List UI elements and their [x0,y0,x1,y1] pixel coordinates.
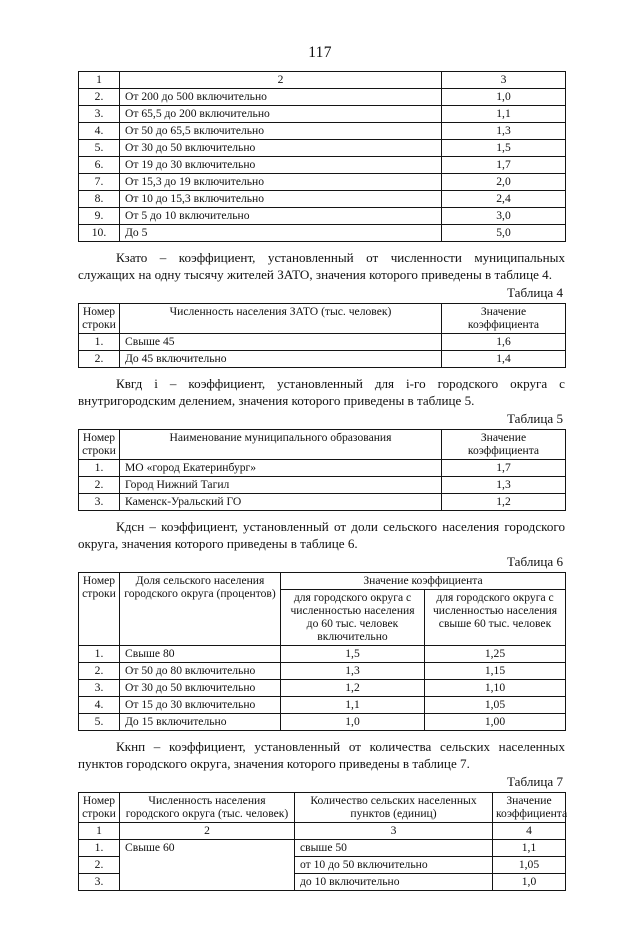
row-value: 3,0 [442,207,566,224]
row-number: 3. [79,493,120,510]
row-value: 1,2 [442,493,566,510]
row-share: До 15 включительно [120,713,281,730]
header-coefficient-group: Значение коэффициента [281,572,566,589]
row-number: 5. [79,713,120,730]
row-number: 1. [79,333,120,350]
column-number-3: 3 [442,72,566,89]
table-row [79,173,566,190]
table-row [79,679,566,696]
table-row [79,662,566,679]
row-range: От 19 до 30 включительно [120,156,442,173]
row-value: 1,6 [442,333,566,350]
row-value-over60: 1,15 [425,662,566,679]
row-value: 1,0 [442,88,566,105]
table-row [79,207,566,224]
table-header-row [79,429,566,459]
column-number-4: 4 [493,822,566,839]
row-value: 1,3 [442,476,566,493]
table-row [79,139,566,156]
row-value: 1,3 [442,122,566,139]
row-value: 5,0 [442,224,566,241]
row-name: Каменск-Уральский ГО [120,493,442,510]
row-value: 1,05 [493,856,566,873]
table-6-rural-share [78,572,566,731]
row-share: От 15 до 30 включительно [120,696,281,713]
row-value-over60: 1,10 [425,679,566,696]
row-population: Свыше 60 [120,839,295,890]
row-value-over60: 1,00 [425,713,566,730]
row-value: 1,1 [493,839,566,856]
table-row [79,88,566,105]
row-number: 4. [79,696,120,713]
column-number-2: 2 [120,72,442,89]
column-number-2: 2 [120,822,295,839]
row-number: 2. [79,856,120,873]
row-value-over60: 1,05 [425,696,566,713]
row-number: 4. [79,122,120,139]
header-coefficient: Значение коэффициента [442,429,566,459]
row-settlement-count: от 10 до 50 включительно [295,856,493,873]
column-number-3: 3 [295,822,493,839]
row-value: 1,7 [442,459,566,476]
row-value: 1,5 [442,139,566,156]
table-header-row [79,72,566,89]
row-range: От 15,3 до 19 включительно [120,173,442,190]
header-row-number: Номер строки [79,572,120,645]
row-share: От 30 до 50 включительно [120,679,281,696]
row-settlement-count: до 10 включительно [295,873,493,890]
table-row [79,839,566,856]
row-settlement-count: свыше 50 [295,839,493,856]
row-value-under60: 1,3 [281,662,425,679]
row-value: 2,4 [442,190,566,207]
table-caption-5: Таблица 5 [507,410,563,426]
row-value: 1,0 [493,873,566,890]
row-value-over60: 1,25 [425,645,566,662]
row-number: 2. [79,662,120,679]
row-share: Свыше 80 [120,645,281,662]
header-coefficient-over60: для городского округа с численностью населения свыше 60 тыс. человек [425,589,566,645]
table-row [79,105,566,122]
table-row [79,645,566,662]
header-settlement-count: Количество сельских населенных пунктов (единиц) [295,792,493,822]
row-number: 2. [79,88,120,105]
table-row [79,476,566,493]
table-caption-6: Таблица 6 [507,553,563,569]
row-value-under60: 1,5 [281,645,425,662]
row-number: 9. [79,207,120,224]
row-number: 2. [79,350,120,367]
row-number: 2. [79,476,120,493]
paragraph-kvgd: Квгд i – коэффициент, установленный для i-го городского округа с внутригородским делением, значения которого приведены в таблице 5. [78,375,565,408]
row-name: МО «город Екатеринбург» [120,459,442,476]
header-row-number: Номер строки [79,429,120,459]
row-number: 5. [79,139,120,156]
row-range: От 200 до 500 включительно [120,88,442,105]
table-row [79,696,566,713]
table-5-municipal-entities [78,429,566,511]
row-number: 6. [79,156,120,173]
row-number: 1. [79,459,120,476]
header-coefficient: Значение коэффициента [442,303,566,333]
row-value: 1,4 [442,350,566,367]
page-content [78,71,568,891]
header-population: Численность населения городского округа (тыс. человек) [120,792,295,822]
paragraph-kknp: Ккнп – коэффициент, установленный от количества сельских населенных пунктов городского округа, значения которого приведены в таблице 7. [78,738,565,771]
header-row-number: Номер строки [79,792,120,822]
paragraph-kdsn: Кдсн – коэффициент, установленный от доли сельского населения городского округа, значения которого приведены в таблице 6. [78,518,565,551]
header-entity-name: Наименование муниципального образования [120,429,442,459]
row-value: 1,1 [442,105,566,122]
table-row [79,459,566,476]
row-value-under60: 1,0 [281,713,425,730]
paragraph-kzato: Кзато – коэффициент, установленный от численности муниципальных служащих на одну тысячу жителей ЗАТО, значения которого приведены в таблице 4. [78,249,565,282]
column-number-1: 1 [79,72,120,89]
row-number: 10. [79,224,120,241]
table-4-zato-population [78,303,566,368]
table-row [79,333,566,350]
row-number: 7. [79,173,120,190]
table-row [79,224,566,241]
header-population: Численность населения ЗАТО (тыс. человек) [120,303,442,333]
row-value: 2,0 [442,173,566,190]
table-row [79,713,566,730]
row-range: От 50 до 65,5 включительно [120,122,442,139]
table-caption-4: Таблица 4 [507,284,563,300]
row-range: От 30 до 50 включительно [120,139,442,156]
row-number: 1. [79,839,120,856]
row-number: 3. [79,873,120,890]
row-value: 1,7 [442,156,566,173]
coefficient-table-continuation [78,71,566,242]
row-number: 3. [79,679,120,696]
header-coefficient: Значение коэффициента [493,792,566,822]
row-range: От 5 до 10 включительно [120,207,442,224]
row-range: Свыше 45 [120,333,442,350]
document-page [0,44,640,949]
table-caption-7: Таблица 7 [507,773,563,789]
header-rural-share: Доля сельского населения городского округа (процентов) [120,572,281,645]
header-coefficient-under60: для городского округа с численностью населения до 60 тыс. человек включительно [281,589,425,645]
table-row [79,122,566,139]
table-7-rural-settlements [78,792,566,891]
page-number: 117 [308,44,332,61]
table-header-row [79,792,566,822]
row-number: 1. [79,645,120,662]
row-range: До 45 включительно [120,350,442,367]
table-row [79,493,566,510]
row-number: 3. [79,105,120,122]
row-share: От 50 до 80 включительно [120,662,281,679]
column-number-1: 1 [79,822,120,839]
table-row [79,156,566,173]
table-row [79,350,566,367]
row-range: До 5 [120,224,442,241]
row-number: 8. [79,190,120,207]
row-value-under60: 1,2 [281,679,425,696]
table-header-row [79,303,566,333]
table-row [79,190,566,207]
table-column-number-row [79,822,566,839]
row-range: От 10 до 15,3 включительно [120,190,442,207]
row-range: От 65,5 до 200 включительно [120,105,442,122]
header-row-number: Номер строки [79,303,120,333]
table-header-row-top [79,572,566,589]
row-name: Город Нижний Тагил [120,476,442,493]
row-value-under60: 1,1 [281,696,425,713]
